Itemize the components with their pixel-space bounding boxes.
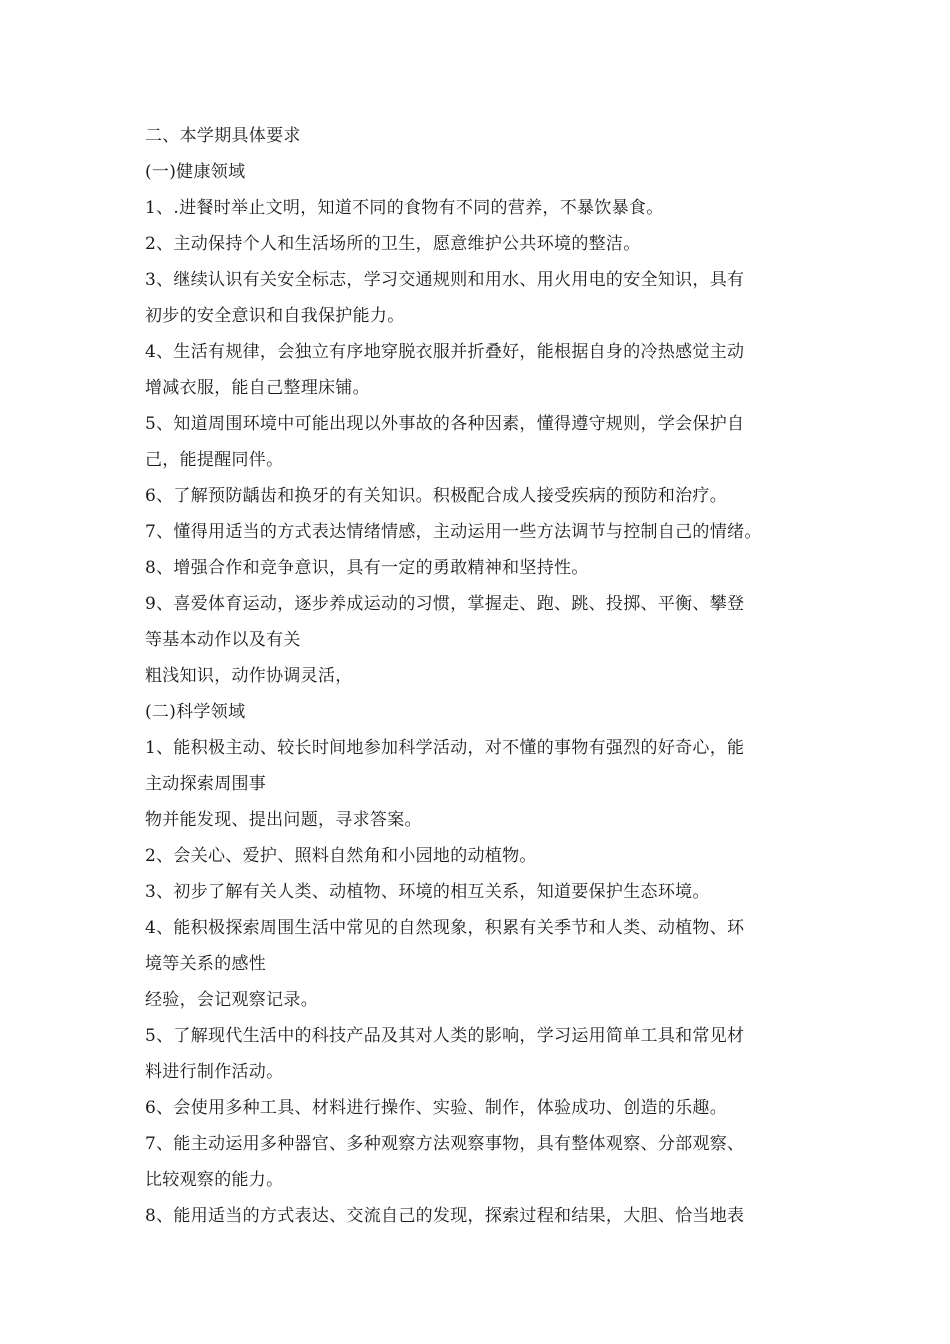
text-line: 4、能积极探索周围生活中常见的自然现象，积累有关季节和人类、动植物、环 (145, 918, 745, 938)
text-line: 5、了解现代生活中的科技产品及其对人类的影响，学习运用简单工具和常见材 (145, 1026, 745, 1046)
text-line: 8、增强合作和竞争意识，具有一定的勇敢精神和坚持性。 (145, 558, 589, 578)
text-line: 3、初步了解有关人类、动植物、环境的相互关系，知道要保护生态环境。 (145, 882, 710, 902)
subsection-heading-science: (二)科学领域 (145, 702, 246, 722)
text-line: 比较观察的能力。 (145, 1170, 284, 1190)
text-line: 境等关系的感性 (145, 954, 267, 974)
section-heading: 二、本学期具体要求 (145, 126, 301, 146)
document-page (145, 118, 835, 1234)
text-line: 7、懂得用适当的方式表达情绪情感，主动运用一些方法调节与控制自己的情绪。 (145, 522, 762, 542)
text-line: 3、继续认识有关安全标志，学习交通规则和用水、用火用电的安全知识，具有 (145, 270, 745, 290)
text-line: 4、生活有规律，会独立有序地穿脱衣服并折叠好，能根据自身的冷热感觉主动 (145, 342, 745, 362)
text-line: 6、会使用多种工具、材料进行操作、实验、制作，体验成功、创造的乐趣。 (145, 1098, 728, 1118)
text-line: 主动探索周围事 (145, 774, 267, 794)
text-line: 经验，会记观察记录。 (145, 990, 318, 1010)
text-line: 等基本动作以及有关 (145, 630, 301, 650)
text-line: 2、会关心、爱护、照料自然角和小园地的动植物。 (145, 846, 537, 866)
text-line: 己，能提醒同伴。 (145, 450, 284, 470)
text-line: 初步的安全意识和自我保护能力。 (145, 306, 405, 326)
text-line: 1、能积极主动、较长时间地参加科学活动，对不懂的事物有强烈的好奇心，能 (145, 738, 745, 758)
text-line: 8、能用适当的方式表达、交流自己的发现，探索过程和结果，大胆、恰当地表 (145, 1206, 745, 1226)
subsection-heading-health: (一)健康领域 (145, 162, 246, 182)
text-line: 7、能主动运用多种器官、多种观察方法观察事物，具有整体观察、分部观察、 (145, 1134, 745, 1154)
text-line: 9、喜爱体育运动，逐步养成运动的习惯，掌握走、跑、跳、投掷、平衡、攀登 (145, 594, 745, 614)
text-line: 1、.进餐时举止文明，知道不同的食物有不同的营养，不暴饮暴食。 (145, 198, 664, 218)
text-line: 物并能发现、提出问题，寻求答案。 (145, 810, 422, 830)
text-line: 5、知道周围环境中可能出现以外事故的各种因素，懂得遵守规则，学会保护自 (145, 414, 745, 434)
text-line: 增减衣服，能自己整理床铺。 (145, 378, 370, 398)
text-line: 料进行制作活动。 (145, 1062, 284, 1082)
text-line: 粗浅知识，动作协调灵活， (145, 666, 353, 686)
text-line: 2、主动保持个人和生活场所的卫生，愿意维护公共环境的整洁。 (145, 234, 641, 254)
text-line: 6、了解预防龋齿和换牙的有关知识。积极配合成人接受疾病的预防和治疗。 (145, 486, 728, 506)
